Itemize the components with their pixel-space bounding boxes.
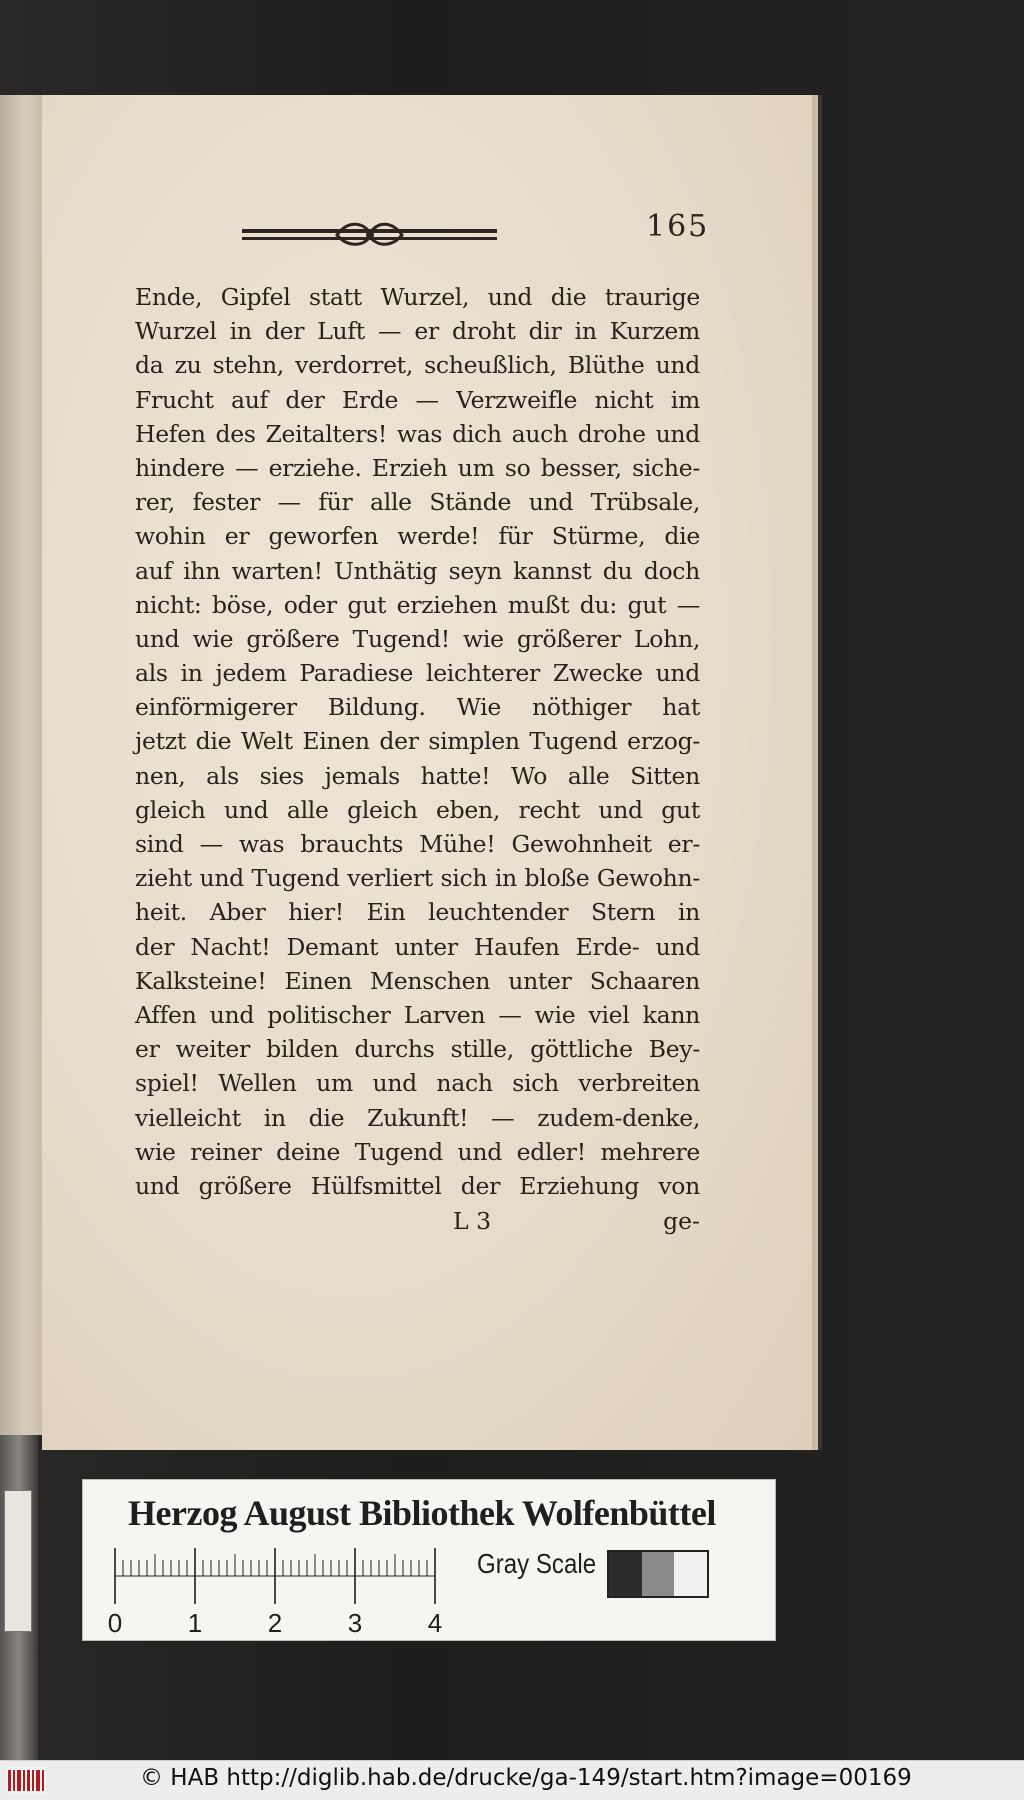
- ruler-label: 1: [187, 1608, 203, 1638]
- ruler-label: 4: [427, 1608, 443, 1638]
- ruler-scale: [107, 1546, 443, 1638]
- ruler-label: 2: [267, 1608, 283, 1638]
- text-line: wie reiner deine Tugend und edler! mehrere: [135, 1137, 700, 1166]
- text-line: auf ihn warten! Unthätig seyn kannst du doch: [135, 556, 700, 585]
- text-line: gleich und alle gleich eben, recht und gut: [135, 795, 700, 824]
- text-line: Wurzel in der Luft — er droht dir in Kurzem: [135, 317, 700, 346]
- text-line: nicht: böse, oder gut erziehen mußt du: gut —: [135, 590, 700, 619]
- text-line: rer, fester — für alle Stände und Trübsale,: [135, 488, 700, 517]
- text-line: vielleicht in die Zukunft! — zudem-denke,: [135, 1103, 700, 1132]
- swatch-gray: [642, 1552, 675, 1596]
- swatch-white: [674, 1552, 707, 1596]
- book-page: [42, 95, 816, 1450]
- text-line: er weiter bilden durchs stille, göttliche Bey-: [135, 1035, 700, 1064]
- ornament-divider-icon: [242, 215, 497, 255]
- gray-scale-card: [83, 1480, 775, 1640]
- text-line: zieht und Tugend verliert sich in bloße Gewohn-: [135, 864, 700, 893]
- url-bar: [0, 1760, 1024, 1800]
- swatch-black: [609, 1552, 642, 1596]
- text-line: und wie größere Tugend! wie größerer Lohn,: [135, 624, 700, 653]
- grayscale-label: Gray Scale: [477, 1548, 597, 1579]
- text-line: da zu stehn, verdorret, scheußlich, Blüthe und: [135, 351, 700, 380]
- printer-signature: L 3: [453, 1207, 492, 1235]
- shelf-label: [4, 1490, 32, 1632]
- ruler-label: 3: [347, 1608, 363, 1638]
- text-line: hindere — erziehe. Erzieh um so besser, siche-: [135, 453, 700, 482]
- text-line: Kalksteine! Einen Menschen unter Schaaren: [135, 966, 700, 995]
- page-footer: [135, 1207, 700, 1241]
- hab-logo-icon: [6, 1767, 46, 1794]
- adjacent-page-edge: [0, 95, 42, 1435]
- text-line: sind — was brauchts Mühe! Gewohnheit er-: [135, 830, 700, 858]
- page-text-block: [135, 280, 700, 1203]
- text-line: Frucht auf der Erde — Verzweifle nicht im: [135, 385, 700, 414]
- gray-swatches: [607, 1550, 709, 1598]
- text-line: Affen und politischer Larven — wie viel kann: [135, 1000, 700, 1029]
- ruler-ticks: [115, 1548, 435, 1604]
- catchword: ge-: [663, 1207, 700, 1235]
- text-line: nen, als sies jemals hatte! Wo alle Sitten: [135, 761, 700, 790]
- library-name: Herzog August Bibliothek Wolfenbüttel: [128, 1493, 716, 1533]
- text-line: und größere Hülfsmittel der Erziehung von: [135, 1171, 700, 1200]
- text-line: Ende, Gipfel statt Wurzel, und die traurige: [135, 283, 700, 311]
- ruler-label: 0: [107, 1608, 123, 1638]
- text-line: der Nacht! Demant unter Haufen Erde- und: [135, 932, 700, 961]
- text-line: wohin er geworfen werde! für Stürme, die: [135, 522, 700, 551]
- text-line: als in jedem Paradiese leichterer Zwecke und: [135, 659, 700, 688]
- page-number: 165: [646, 209, 710, 244]
- page-header: [242, 209, 762, 255]
- source-url[interactable]: © HAB http://diglib.hab.de/drucke/ga-149/start.htm?image=00169: [140, 1765, 912, 1791]
- text-line: jetzt die Welt Einen der simplen Tugend erzog-: [135, 727, 700, 756]
- text-line: spiel! Wellen um und nach sich verbreiten: [135, 1069, 700, 1098]
- text-line: einförmigerer Bildung. Wie nöthiger hat: [135, 693, 700, 722]
- text-line: Hefen des Zeitalters! was dich auch drohe und: [135, 419, 700, 448]
- text-line: heit. Aber hier! Ein leuchtender Stern in: [135, 898, 700, 927]
